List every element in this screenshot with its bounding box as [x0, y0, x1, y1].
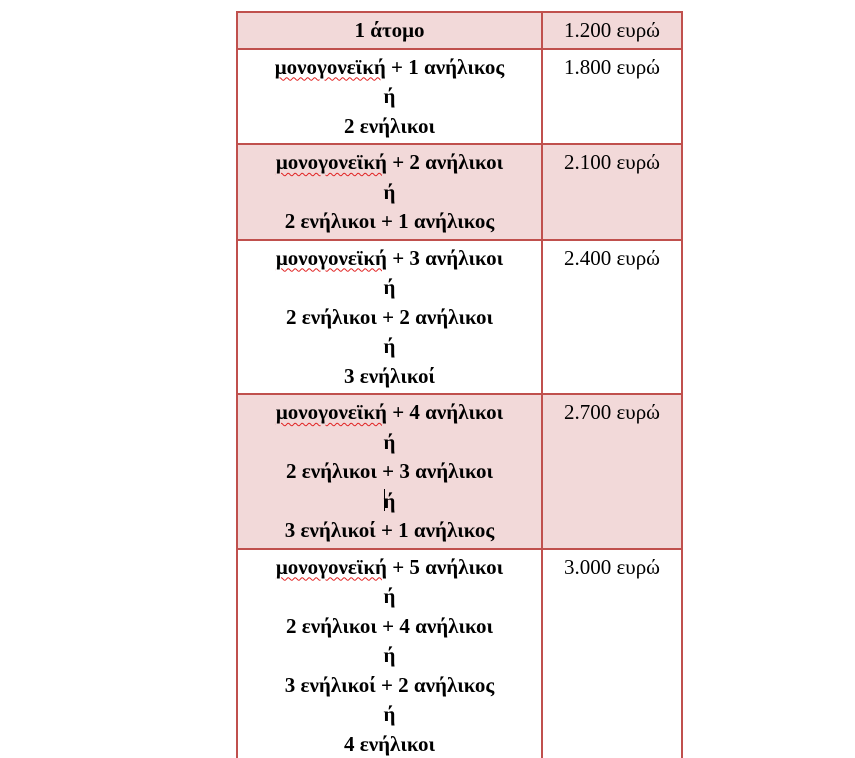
household-line: 4 ενήλικοι [344, 731, 435, 756]
household-line: ή [383, 643, 396, 667]
household-line: ή [383, 275, 396, 299]
household-cell[interactable] [237, 394, 542, 549]
household-line-rest: + 4 ανήλικοι [386, 400, 504, 424]
table-row [237, 144, 682, 240]
household-line: 2 ενήλικοι + 4 ανήλικοι [285, 613, 494, 638]
household-line: 3 ενήλικοί + 1 ανήλικος [284, 518, 495, 542]
household-cell[interactable] [237, 240, 542, 395]
price-cell[interactable]: 2.400 ευρώ [542, 240, 682, 395]
table-row [237, 49, 682, 145]
household-line: 1 άτομο [354, 18, 425, 42]
price-cell[interactable]: 2.100 ευρώ [542, 144, 682, 240]
misspelled-word[interactable]: μονογονεϊκή [275, 554, 387, 579]
household-line [238, 553, 541, 583]
household-cell[interactable] [237, 549, 542, 758]
table-row [237, 240, 682, 395]
household-line: 3 ενήλικοί [344, 363, 435, 388]
household-line: 2 ενήλικοι + 1 ανήλικος [284, 209, 495, 233]
table-row [237, 549, 682, 758]
misspelled-word[interactable]: μονογονεϊκή [275, 150, 387, 174]
household-line [238, 487, 541, 517]
household-line-rest: + 5 ανήλικοι [386, 554, 504, 579]
price-cell[interactable]: 3.000 ευρώ [542, 549, 682, 758]
household-line-text: ή [383, 488, 396, 513]
price-cell[interactable]: 1.800 ευρώ [542, 49, 682, 145]
household-line: ή [383, 334, 396, 358]
household-cell[interactable] [237, 144, 542, 240]
price-cell[interactable]: 2.700 ευρώ [542, 394, 682, 549]
household-line [238, 148, 541, 178]
household-cell[interactable] [237, 12, 542, 49]
household-line: 2 ενήλικοι + 3 ανήλικοι [285, 459, 494, 483]
table-body [237, 12, 682, 758]
household-cell[interactable] [237, 49, 542, 145]
table-row [237, 12, 682, 49]
household-line [238, 53, 541, 83]
household-line: ή [383, 702, 396, 726]
household-line: 2 ενήλικοι [344, 113, 435, 138]
household-line-rest: + 1 ανήλικος [385, 54, 505, 79]
household-line [238, 244, 541, 274]
household-line: 3 ενήλικοί + 2 ανήλικος [284, 672, 495, 697]
household-line: ή [383, 429, 396, 454]
misspelled-word[interactable]: μονογονεϊκή [274, 54, 386, 79]
household-line: ή [383, 84, 396, 108]
table-row [237, 394, 682, 549]
household-line-rest: + 2 ανήλικοι [386, 150, 504, 174]
misspelled-word[interactable]: μονογονεϊκή [275, 400, 387, 424]
allowance-table [236, 11, 683, 758]
household-line [238, 398, 541, 428]
household-line: ή [383, 179, 396, 204]
misspelled-word[interactable]: μονογονεϊκή [275, 245, 387, 270]
household-line: ή [383, 584, 396, 608]
price-cell[interactable]: 1.200 ευρώ [542, 12, 682, 49]
household-line: 2 ενήλικοι + 2 ανήλικοι [285, 304, 494, 329]
household-line-rest: + 3 ανήλικοι [386, 245, 504, 270]
